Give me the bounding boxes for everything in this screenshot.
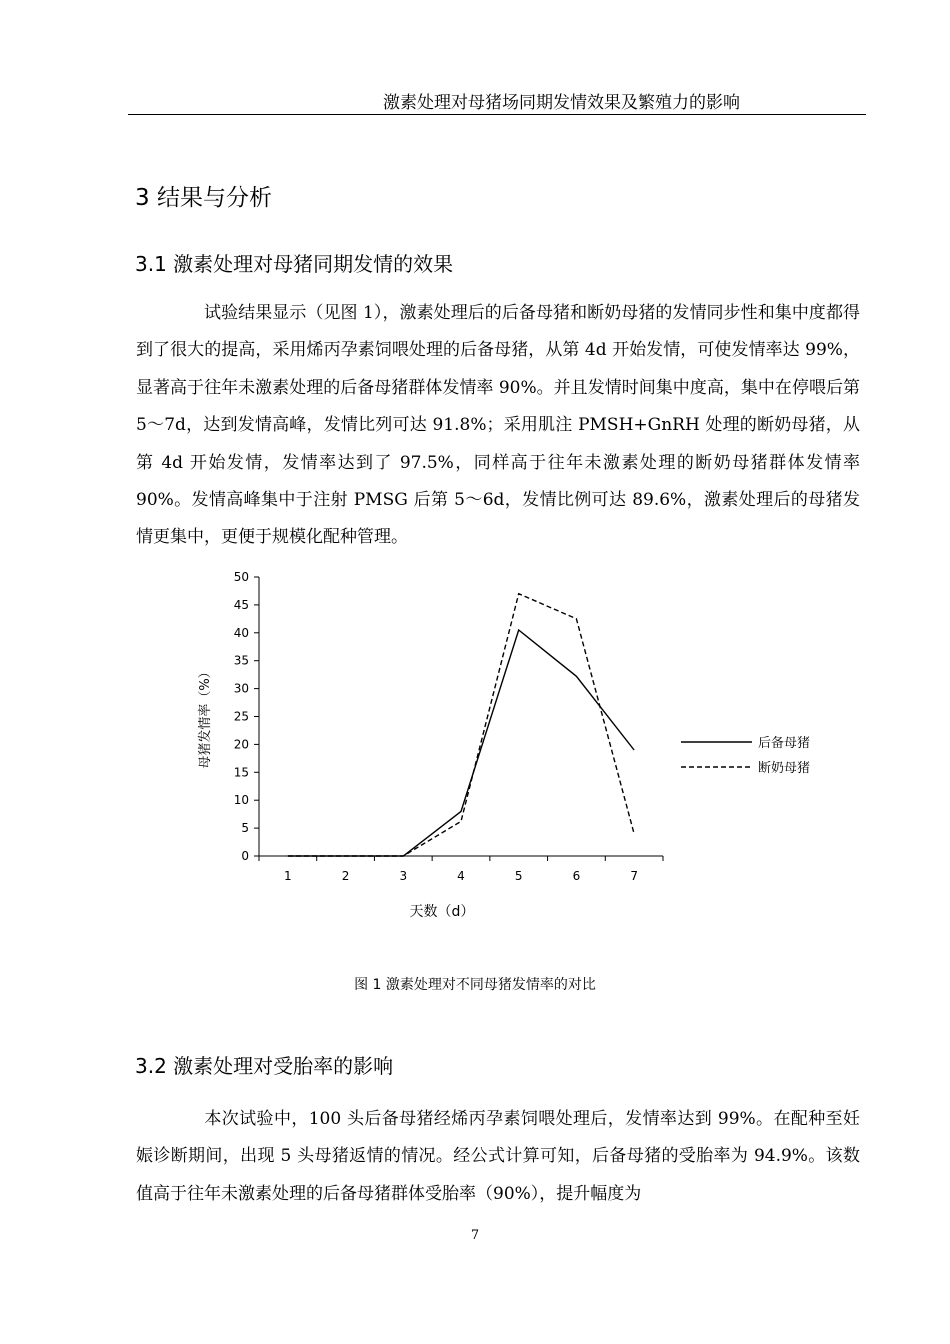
y-tick-label: 5 bbox=[241, 821, 249, 836]
y-tick-label: 25 bbox=[233, 709, 249, 724]
subsection-heading-estrus: 3.1 激素处理对母猪同期发情的效果 bbox=[135, 252, 454, 276]
estrus-rate-chart bbox=[180, 562, 860, 942]
page-header bbox=[128, 92, 866, 115]
y-tick-label: 15 bbox=[233, 765, 249, 780]
legend-label-1: 后备母猪 bbox=[758, 736, 811, 751]
y-tick-label: 50 bbox=[233, 570, 249, 584]
series-line-1 bbox=[288, 630, 634, 856]
x-tick-label: 6 bbox=[572, 869, 581, 883]
paragraph-conception bbox=[136, 1101, 860, 1213]
chart-legend bbox=[681, 735, 810, 776]
x-tick-label: 3 bbox=[399, 869, 408, 883]
x-ticks bbox=[259, 856, 663, 883]
x-tick-label: 5 bbox=[514, 869, 523, 883]
series-line-2 bbox=[288, 594, 634, 856]
page-number: 7 bbox=[470, 1228, 480, 1243]
x-tick-label: 4 bbox=[457, 869, 465, 883]
x-tick-label: 7 bbox=[630, 869, 638, 883]
y-tick-label: 20 bbox=[233, 737, 249, 752]
paragraph-estrus-text: 试验结果显示（见图 1），激素处理后的后备母猪和断奶母猪的发情同步性和集中度都得到了很大的提高，采用烯丙孕素饲喂处理的后备母猪，从第 4d 开始发情，可使发情率达 99%，显著高于往年未激素处理的后备母猪群体发情率 90%。并且发情时间集中度高，集中在停喂后第 5～7d，达到发情高峰，发情比列可达 91.8%；采用肌注 PMSH+GnRH 处理的断奶母猪，从第 4d 开始发情，发情率达到了 97.5%，同样高于往年未激素处理的断奶母猪群体发情率 90%。发情高峰集中于注射 PMSG 后第 5～6d，发情比例可达 89.6%，激素处理后的母猪发情更集中，更便于规模化配种管理。 bbox=[136, 303, 860, 548]
figure-caption: 图 1 激素处理对不同母猪发情率的对比 bbox=[354, 977, 596, 993]
paragraph-estrus-results bbox=[136, 295, 860, 557]
y-axis-label: 母猪发情率（%） bbox=[198, 665, 213, 769]
running-title: 激素处理对母猪场同期发情效果及繁殖力的影响 bbox=[383, 93, 740, 113]
subsection-heading-conception: 3.2 激素处理对受胎率的影响 bbox=[135, 1054, 394, 1078]
y-tick-label: 40 bbox=[233, 625, 249, 640]
paragraph-conception-text: 本次试验中，100 头后备母猪经烯丙孕素饲喂处理后，发情率达到 99%。在配种至妊娠诊断期间，出现 5 头母猪返情的情况。经公式计算可知，后备母猪的受胎率为 94.9%。该数值高于往年未激素处理的后备母猪群体受胎率（90%），提升幅度为 bbox=[136, 1109, 860, 1204]
y-tick-label: 0 bbox=[241, 849, 249, 863]
chart-axes bbox=[259, 577, 663, 856]
series-group bbox=[288, 594, 634, 856]
y-tick-label: 30 bbox=[233, 681, 249, 696]
x-tick-label: 1 bbox=[284, 869, 292, 883]
legend-label-2: 断奶母猪 bbox=[758, 761, 811, 776]
x-axis-label: 天数（d） bbox=[409, 904, 475, 920]
y-tick-label: 10 bbox=[233, 793, 249, 808]
y-tick-label: 45 bbox=[233, 597, 249, 612]
y-tick-label: 35 bbox=[233, 653, 249, 668]
y-ticks bbox=[234, 570, 259, 863]
chart-svg bbox=[180, 562, 860, 942]
x-tick-label: 2 bbox=[341, 869, 350, 883]
section-heading-results: 3 结果与分析 bbox=[135, 185, 272, 211]
